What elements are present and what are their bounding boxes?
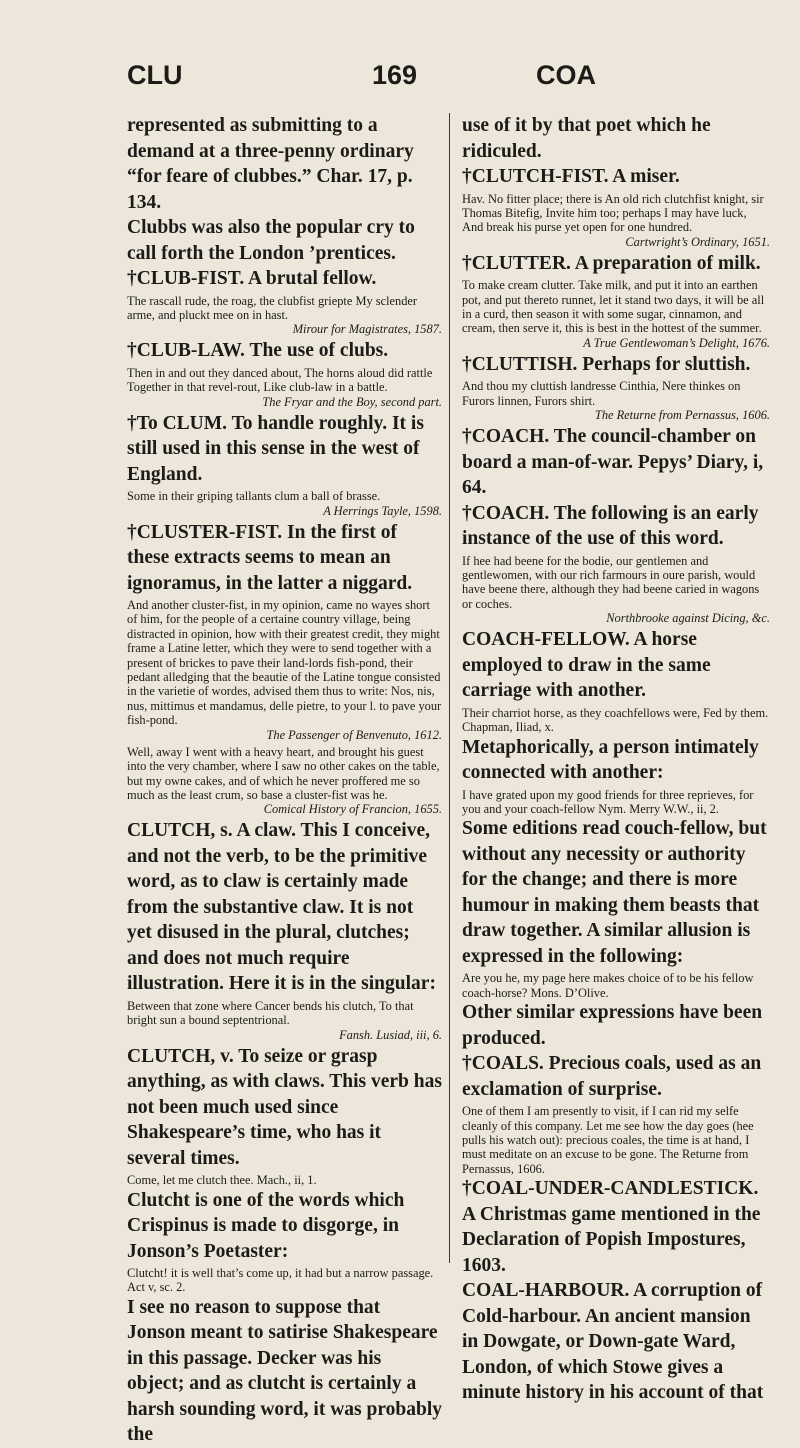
entry-text: use of it by that poet which he ridiculed. <box>462 115 711 162</box>
entry-text: Some editions read couch-fellow, but without any necessity or authority for the change; and there is more humour in making them beasts that draw together. A similar allusion is expressed in the following: <box>462 818 767 967</box>
entry-text: †CLUB-LAW. The use of clubs. <box>127 340 389 362</box>
citation: Northbrooke against Dicing, &c. <box>606 611 770 626</box>
quotation: Their charriot horse, as they coachfellows were, Fed by them. Chapman, Iliad, x. <box>462 705 769 735</box>
page-number: 169 <box>372 60 418 90</box>
quotation: And thou my cluttish landresse Cinthia, Nere thinkes on Furors linnen, Furors shirt. <box>462 379 741 408</box>
left-column <box>127 113 442 1448</box>
quotation: I have grated upon my good friends for three reprieves, for you and your coach-fellow Nym. Merry W.W., ii, 2. <box>462 787 754 816</box>
running-header <box>0 60 800 100</box>
entry-text: †CLUTTER. A preparation of milk. <box>462 252 761 274</box>
citation: A True Gentlewoman’s Delight, 1676. <box>583 335 770 350</box>
entry-text: Clubbs was also the popular cry to call forth the London ’prentices. <box>127 217 415 264</box>
quotation: Are you he, my page here makes choice of to be his fellow coach-horse? Mons. D’Olive. <box>462 971 754 1000</box>
entry-text: †COALS. Precious coals, used as an exclamation of surprise. <box>462 1053 762 1100</box>
header-right-guide: COA <box>536 60 596 90</box>
quotation: One of them I am presently to visit, if I can rid my selfe cleanly of this company. Let me see how the day goes (hee pulls his watch out): precious coales, the time is at hand, I must meditate on an excuse to be gone. The Returne from Pernassus, 1606. <box>462 1104 754 1176</box>
citation: The Passenger of Benvenuto, 1612. <box>266 727 442 742</box>
entry-text: †CLUTCH-FIST. A miser. <box>462 166 680 187</box>
quotation: Clutcht! it is well that’s come up, it had but a narrow passage. Act v, sc. 2. <box>127 1266 434 1295</box>
entry-text: COACH-FELLOW. A horse employed to draw in the same carriage with another. <box>462 629 711 702</box>
entry-text: I see no reason to suppose that Jonson meant to satirise Shakespeare in this passage. Decker was his object; and as clutcht is certainly a harsh sounding word, it was probably the <box>127 1296 442 1446</box>
entry-text: †COACH. The following is an early instance of the use of this word. <box>462 502 759 550</box>
entry-text: †COAL-UNDER-CANDLESTICK. A Christmas game mentioned in the Declaration of Popish Impostures, 1603. <box>462 1178 761 1276</box>
entry-text: †COACH. The council-chamber on board a man-of-war. Pepys’ Diary, i, 64. <box>462 426 764 499</box>
entry-text: †CLUTTISH. Perhaps for sluttish. <box>462 353 751 375</box>
entry-text: Other similar expressions have been produced. <box>462 1002 763 1049</box>
quotation: The rascall rude, the roag, the clubfist griepte My sclender arme, and pluckt mee on in hast. <box>127 293 418 322</box>
citation: The Returne from Pernassus, 1606. <box>594 408 770 423</box>
entry-text: Metaphorically, a person intimately connected with another: <box>462 736 759 784</box>
quotation: Well, away I went with a heavy heart, and brought his guest into the very chamber, where I saw no other cakes on the table, but my owne cakes, and of which he never proffered me so much as the least crum, so base a cluster-fist was he. <box>127 744 440 802</box>
quotation: Come, let me clutch thee. Mach., ii, 1. <box>127 1173 317 1188</box>
column-divider <box>449 113 450 1263</box>
entry-text: CLUTCH, v. To seize or grasp anything, as with claws. This verb has not been much used since Shakespeare’s time, who has it several times. <box>127 1045 442 1169</box>
citation: Comical History of Francion, 1655. <box>263 802 442 817</box>
right-column <box>462 113 770 1406</box>
citation: Fansh. Lusiad, iii, 6. <box>339 1027 442 1042</box>
entry-text: †CLUB-FIST. A brutal fellow. <box>127 268 377 289</box>
entry-text: represented as submitting to a demand at a three-penny ordinary “for feare of clubbes.” Char. 17, p. 134. <box>127 115 414 213</box>
entry-text: CLUTCH, s. A claw. This I conceive, and not the verb, to be the primitive word, as to claw is certainly made from the substantive claw. It is not yet disused in the plural, clutches; and does not much require illustration. Here it is in the singular: <box>127 820 436 995</box>
quotation: Hav. No fitter place; there is An old rich clutchfist knight, sir Thomas Bitefig, Invite him too; perhaps I may have luck, And break his purse yet open for one hundred. <box>462 191 764 235</box>
citation: A Herrings Tayle, 1598. <box>323 503 442 518</box>
citation: Mirour for Magistrates, 1587. <box>292 322 442 337</box>
entry-text: Clutcht is one of the words which Crispinus is made to disgorge, in Jonson’s Poetaster: <box>127 1189 405 1262</box>
entry-text: COAL-HARBOUR. A corruption of Cold-harbour. An ancient mansion in Dowgate, or Down-gate Ward, London, of which Stowe gives a minute history in his account of that <box>462 1280 764 1404</box>
entry-text: †CLUSTER-FIST. In the first of these extracts seems to mean an ignoramus, in the latter a niggard. <box>127 521 413 594</box>
quotation: And another cluster-fist, in my opinion, came no wayes short of him, for the people of a certaine country village, being distracted in opinion, how with their greatest credit, they might frame a Latine letter, which they were to send together with a present of brickes to pave their land-lords fish-pond, their pedant alledging that the beautie of the Latine tongue consisted in the varietie of wordes, advised them thus to write: Nos, nis, nus, mittimus et mandamus, delle pietre, to your l. to pave your fish-pond. <box>127 598 442 728</box>
quotation: To make cream clutter. Take milk, and put it into an earthen pot, and put thereto runnet, let it stand two days, it will be all in a curd, then season it with some sugar, cinnamon, and cream, then serve it, this is best in the hottest of the summer. <box>462 278 765 336</box>
entry-text: †To CLUM. To handle roughly. It is still used in this sense in the west of England. <box>127 412 424 485</box>
quotation: Between that zone where Cancer bends his clutch, To that bright sun a bound septentrional. <box>127 998 414 1028</box>
quotation: Then in and out they danced about, The horns aloud did rattle Together in that revel-rout, Like club-law in a battle. <box>127 365 433 395</box>
quotation: Some in their griping tallants clum a ball of brasse. <box>127 489 381 504</box>
citation: The Fryar and the Boy, second part. <box>262 394 442 409</box>
header-left-guide: CLU <box>127 60 183 90</box>
quotation: If hee had beene for the bodie, our gentlemen and gentlewomen, with our rich farmours in oure parish, would have beene there, although they had beene caried in wagons or coches. <box>462 553 760 611</box>
citation: Cartwright’s Ordinary, 1651. <box>625 234 770 249</box>
